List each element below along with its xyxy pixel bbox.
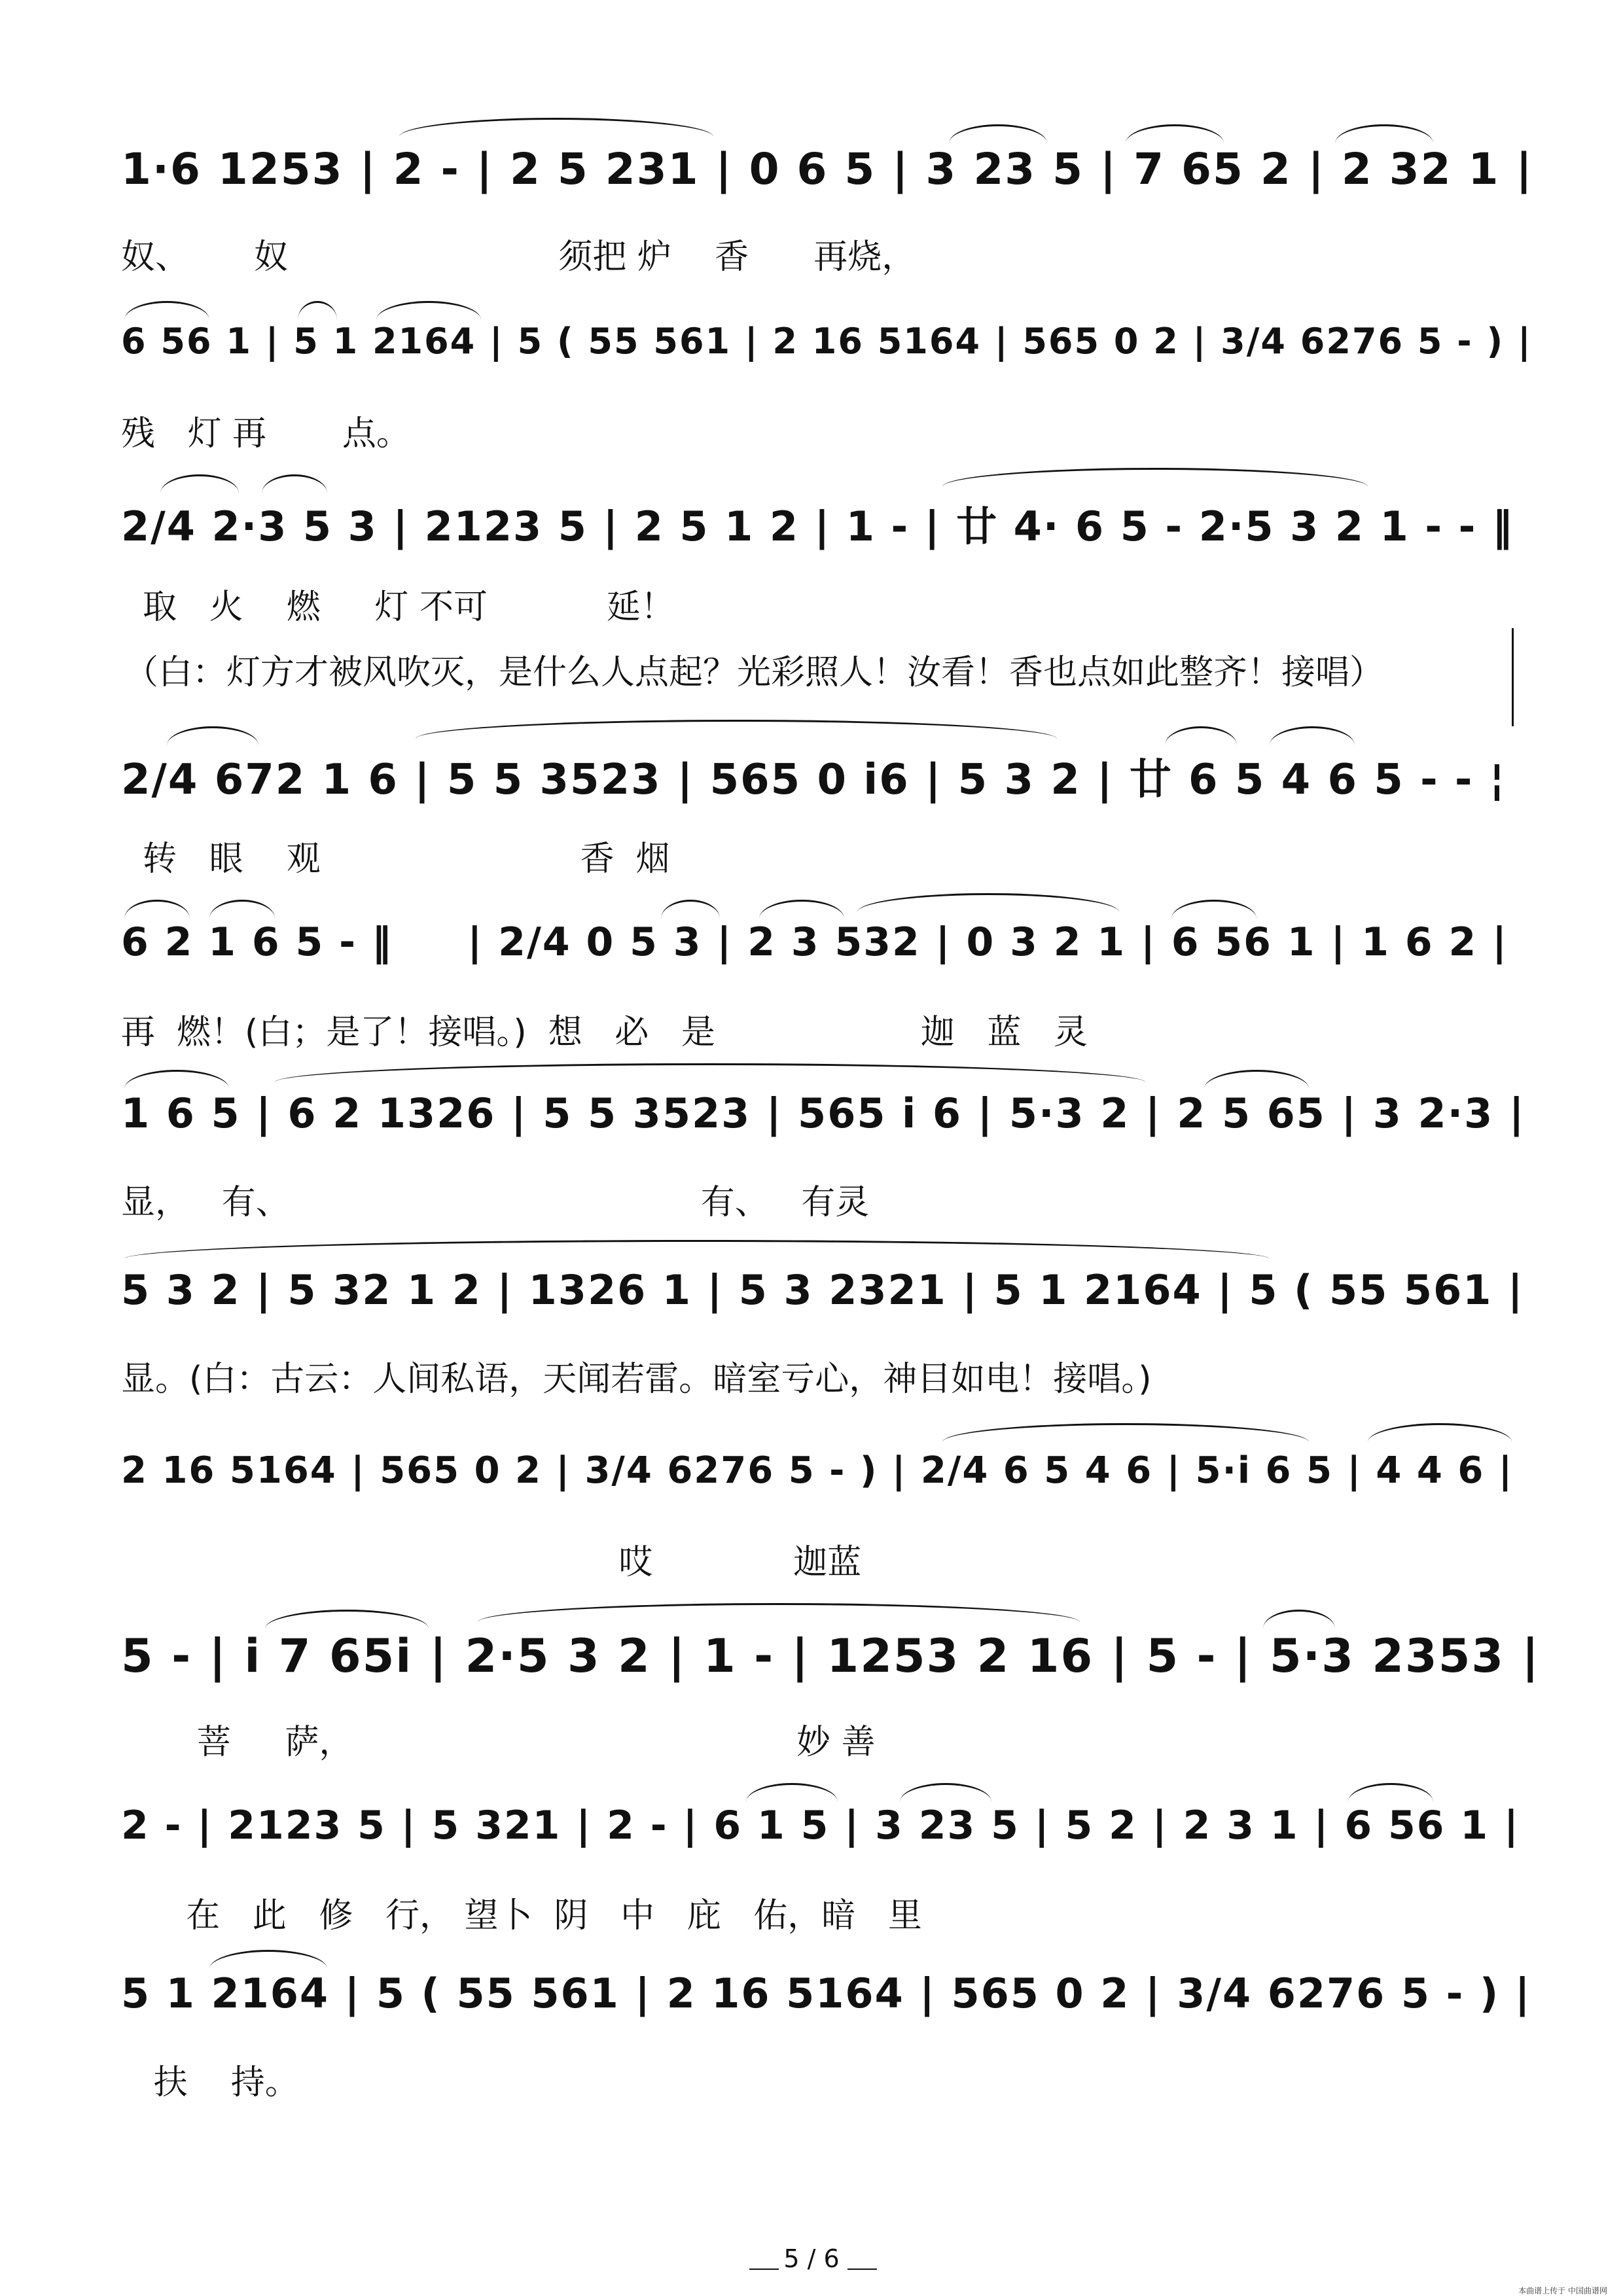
notation-line: 2/4 2·3 5 3 | 2123 5 | 2 5 1 2 | 1 - | 廿 4· 6 5 - 2·5 3 2 1 - - ‖ (121, 503, 1514, 550)
notation-line: 2 16 5164 | 565 0 2 | 3/4 6276 5 - ) | 2/4 6 5 4 6 | 5·i 6 5 | 4 4 6 | (121, 1449, 1514, 1492)
lyrics-line: 奴、 奴 须把 炉 香 再烧， (121, 238, 916, 277)
notation-line: 6 56 1 | 5 1 2164 | 5 ( 55 561 | 2 16 5164 | 565 0 2 | 3/4 6276 5 - ) | (121, 321, 1532, 362)
notation-line: 1·6 1253 | 2 - | 2 5 231 | 0 6 5 | 3 23 5 | 7 65 2 | 2 32 1 | (121, 144, 1533, 194)
lyrics-line: 哎 迦蓝 (121, 1543, 862, 1582)
lyrics-line: 再 燃！(白；是了！接唱。) 想 必 是 迦 蓝 灵 (121, 1013, 1088, 1052)
notation-line: 6 2 1 6 5 - ‖ | 2/4 0 5 3 | 2 3 532 | 0 3 2 1 | 6 56 1 | 1 6 2 | (121, 919, 1508, 965)
lyrics-line: 残 灯 再 点。 (121, 414, 410, 453)
source-credit: 本曲谱上传于 中国曲谱网 (1518, 2286, 1607, 2295)
lyrics-line: 扶 持。 (121, 2063, 299, 2102)
lyrics-line: 显。(白：古云：人间私语，天闻若雷。暗室亏心，神目如电！接唱。) (121, 1360, 1152, 1399)
notation-line: 1 6 5 | 6 2 1326 | 5 5 3523 | 565 i 6 | 5·3 2 | 2 5 65 | 3 2·3 | (121, 1089, 1525, 1137)
spoken-dialogue: （白：灯方才被风吹灭，是什么人点起？光彩照人！汝看！香也点如此整齐！接唱） (124, 653, 1384, 692)
lyrics-line: 取 火 燃 灯 不可 延！ (121, 588, 675, 627)
page-number-underline-right (847, 2269, 877, 2270)
notation-line: 5 - | i 7 65i | 2·5 3 2 | 1 - | 1253 2 16 | 5 - | 5·3 2353 | (121, 1629, 1541, 1683)
lyrics-line: 菩 萨， 妙 善 (121, 1723, 876, 1762)
page-number: 5 / 6 (783, 2244, 840, 2273)
lyrics-line: 在 此 修 行， 望卜 阴 中 庇 佑，暗 里 (121, 1896, 922, 1935)
barline (1512, 628, 1514, 726)
lyrics-line: 转 眼 观 香 烟 (121, 839, 670, 879)
notation-line: 2 - | 2123 5 | 5 321 | 2 - | 6 1 5 | 3 23 5 | 5 2 | 2 3 1 | 6 56 1 | (121, 1803, 1520, 1848)
notation-line: 2/4 672 1 6 | 5 5 3523 | 565 0 i6 | 5 3 2 | 廿 6 5 4 6 5 - - ¦ (121, 756, 1507, 804)
notation-line: 5 3 2 | 5 32 1 2 | 1326 1 | 5 3 2321 | 5 1 2164 | 5 ( 55 561 | (121, 1266, 1524, 1314)
page-number-underline-left (749, 2269, 779, 2270)
notation-line: 5 1 2164 | 5 ( 55 561 | 2 16 5164 | 565 0 2 | 3/4 6276 5 - ) | (121, 1969, 1531, 2017)
lyrics-line: 显， 有、 有、 有灵 (121, 1183, 870, 1222)
